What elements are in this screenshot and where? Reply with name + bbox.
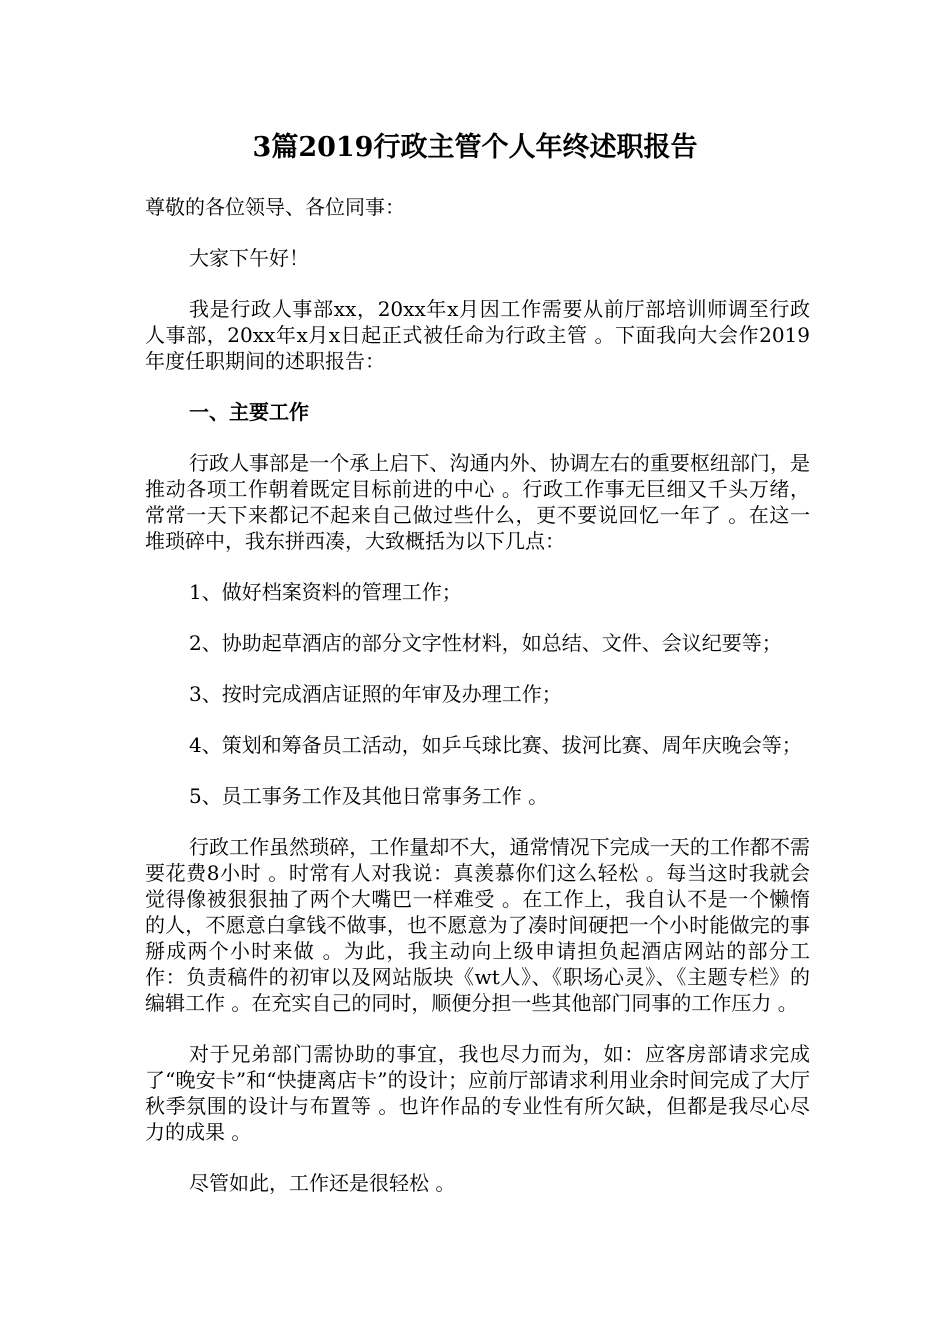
list-item: 2、协助起草酒店的部分文字性材料，如总结、文件、会议纪要等； (189, 631, 782, 655)
section-paragraph-1: 行政人事部是一个承上启下、沟通内外、协调左右的重要枢纽部门，是推动各项工作朝着既定目标前进的中心 。行政工作事无巨细又千头万绪，常常一天下来都记不起来自己做过些什么，更不要说回忆一年了 。在这一堆琐碎中，我东拼西凑，大致概括为以下几点： (145, 451, 810, 553)
list-item: 5、员工事务工作及其他日常事务工作 。 (189, 784, 549, 808)
section-paragraph-3: 对于兄弟部门需协助的事宜，我也尽力而为，如：应客房部请求完成了“晚安卡”和“快捷离店卡”的设计；应前厅部请求利用业余时间完成了大厅秋季氛围的设计与布置等 。也许作品的专业性有所欠缺，但都是我尽心尽力的成果 。 (145, 1042, 810, 1144)
section-paragraph-4: 尽管如此，工作还是很轻松 。 (189, 1171, 456, 1195)
document-body (145, 194, 810, 1221)
intro-paragraph: 我是行政人事部xx，20xx年x月因工作需要从前厅部培训师调至行政人事部，20xx年x月x日起正式被任命为行政主管 。下面我向大会作2019年度任职期间的述职报告： (145, 297, 810, 373)
greeting: 大家下午好！ (189, 246, 309, 270)
list-item: 3、按时完成酒店证照的年审及办理工作； (189, 682, 562, 706)
section-paragraph-2: 行政工作虽然琐碎，工作量却不大，通常情况下完成一天的工作都不需要花费8小时 。时常有人对我说：真羡慕你们这么轻松 。每当这时我就会觉得像被狠狠抽了两个大嘴巴一样难受 。在工作上，我自认不是一个懒惰的人，不愿意白拿钱不做事，也不愿意为了凑时间硬把一个小时能做完的事掰成两个小时来做 。为此，我主动向上级申请担负起酒店网站的部分工作：负责稿件的初审以及网站版块《wt人》、《职场心灵》、《主题专栏》的编辑工作 。在充实自己的同时，顺便分担一些其他部门同事的工作压力 。 (145, 835, 810, 1015)
salutation: 尊敬的各位领导、各位同事： (145, 195, 405, 219)
document-title: 3篇2019行政主管个人年终述职报告 (252, 132, 698, 163)
section-heading: 一、主要工作 (189, 400, 309, 424)
list-item: 4、策划和筹备员工活动，如乒乓球比赛、拔河比赛、周年庆晚会等； (189, 733, 802, 757)
list-item: 1、做好档案资料的管理工作； (189, 580, 462, 604)
